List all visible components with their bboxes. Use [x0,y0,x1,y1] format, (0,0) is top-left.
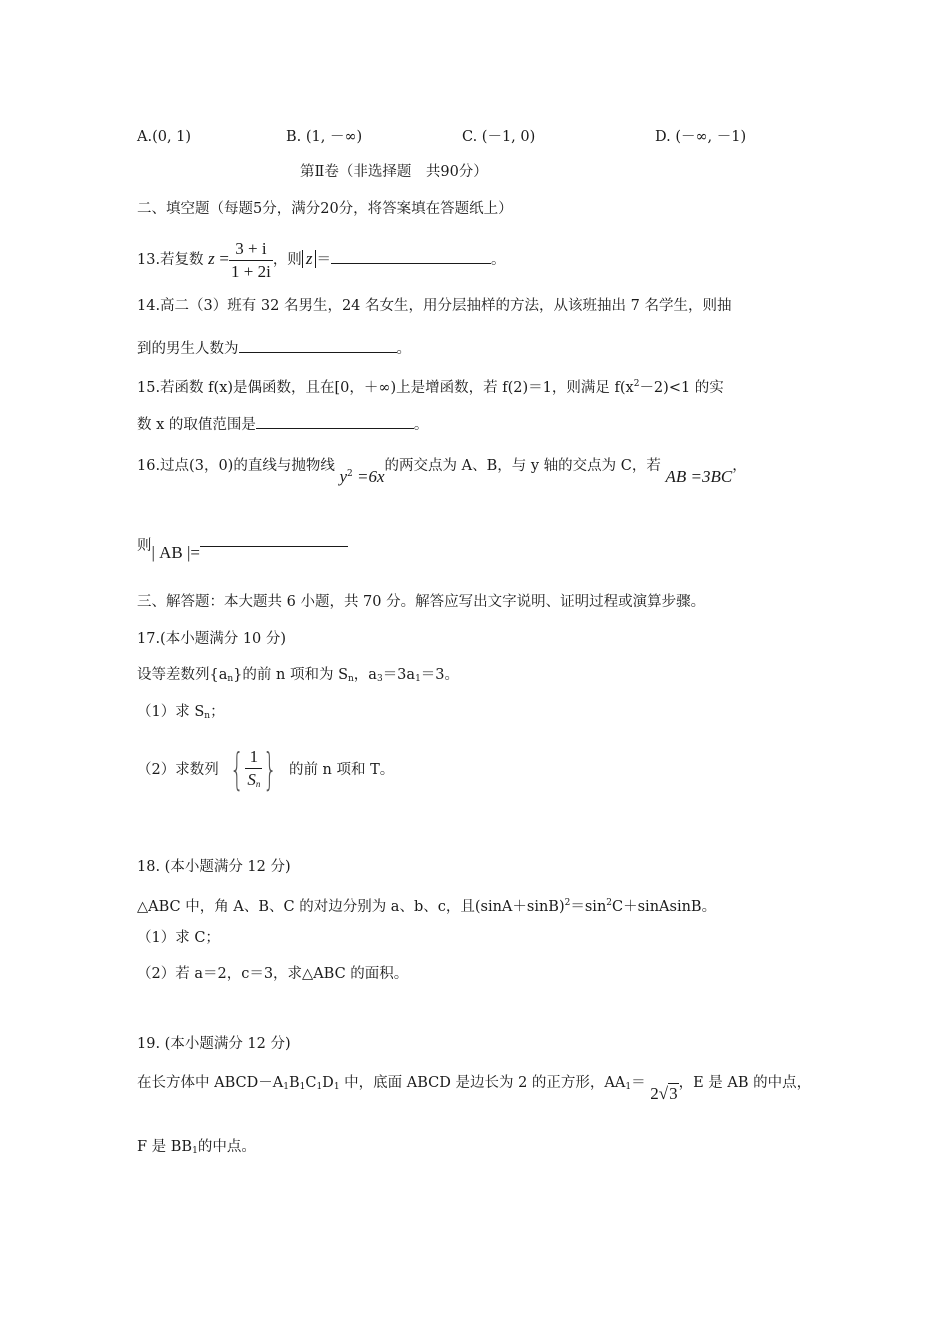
q19-s1: 1 [283,1082,289,1092]
q13-z: z [208,249,215,268]
choice-d: D. (－∞, －1) [655,129,747,145]
q19-g: ，E 是 AB 的中点， [678,1075,812,1091]
q19-coef: 2 [650,1084,659,1103]
q17-frac-den-sub: n [255,778,261,789]
q17-stem-d: ＝3a [382,667,416,683]
question-15-line2 [137,414,428,435]
q17-sub4: 1 [415,674,421,684]
section2-heading: 二、填空题（每题5分，满分20分，将答案填在答题纸上） [137,201,513,217]
q18-stem-b: ＝sin [570,899,607,915]
q17-frac-den [245,769,262,795]
q18-sup1: 2 [564,898,571,908]
q16-sup: 2 [346,469,353,479]
q16-comma: ， [732,458,747,474]
q19-e: 中，底面 ABCD 是边长为 2 的正方形，AA [339,1075,626,1091]
q13-eq2: ＝ [316,252,331,268]
q19-b: B [288,1075,300,1091]
q17-sub1: n [227,674,234,684]
q13-abs-z: z [302,250,317,268]
q16-middle: 的两交点为 A、B，与 y 轴的交点为 C，若 [384,458,661,474]
q18-sup2: 2 [606,898,613,908]
q19-s5: 1 [625,1082,632,1092]
q16-answer-blank[interactable] [200,532,348,547]
q19-a: 在长方体中 ABCD－A [137,1075,284,1091]
q17-stem-c: ，a [353,667,377,683]
q16-ask [152,543,201,562]
q17-part2-a: （2）求数列 [137,762,219,778]
q19-radicand: 3 [669,1084,678,1103]
q17-stem-a: 设等差数列{a [137,667,228,683]
q13-eq: = [219,249,229,268]
question-14-line2 [137,338,411,359]
choice-a: A.(0, 1) [137,129,192,145]
q13-then: ，则 [272,252,302,268]
q13-numerator: 3 + i [229,238,273,261]
q17-part1-a: （1）求 S [137,704,205,720]
q19-line2-a: F 是 BB [137,1139,193,1155]
q14-line2-text: 到的男生人数为 [137,341,239,357]
q19-s2: 1 [299,1082,306,1092]
q19-stem [137,1071,811,1111]
q19-s4: 1 [333,1082,340,1092]
question-16-line1 [137,452,747,492]
q13-prefix: 13.若复数 [137,252,204,268]
q18-stem-c: C＋sinAsinB。 [612,899,717,915]
q13-end: 。 [490,252,506,268]
q17-part1-b: ； [210,704,225,720]
q17-sub2: n [348,674,354,684]
q17-frac-den-s: S [247,769,256,789]
q18-title: 18. (本小题满分 12 分) [137,859,291,875]
q17-stem [137,665,459,689]
choices-row [0,127,950,147]
q15-text-b: －2)<1 的实 [639,380,724,396]
q16-then: 则 [137,538,152,554]
q19-value [650,1084,678,1103]
q18-stem-a: △ABC 中，角 A、B、C 的对边分别为 a、b、c，且(sinA＋sinB) [137,899,565,915]
q15-sup: 2 [633,379,640,389]
q17-title: 17.(本小题满分 10 分) [137,631,287,647]
q13-fraction [229,238,273,283]
question-13 [137,234,505,284]
q16-ask-text: | AB |= [151,543,201,562]
q18-part1: （1）求 C； [137,930,220,946]
question-15-line1 [137,374,724,398]
q14-end: 。 [396,341,411,357]
q17-stem-e: ＝3。 [420,667,460,683]
q17-sub3: 3 [376,674,383,684]
q15-answer-blank[interactable] [256,414,414,429]
q16-y: y [339,467,347,486]
q19-f: ＝ [631,1075,646,1091]
q17-part1 [137,702,225,726]
q16-condition: AB =3BC [665,467,733,486]
section3-heading: 三、解答题：本大题共 6 小题，共 70 分。解答应写出文字说明、证明过程或演算步骤。 [137,594,706,610]
q18-stem [137,893,716,917]
right-brace-icon: } [263,744,278,795]
choice-c: C. (－1, 0) [462,129,536,145]
q17-frac-num: 1 [245,746,262,769]
q18-part2: （2）若 a＝2，c＝3，求△ABC 的面积。 [137,966,409,982]
q19-line2 [137,1137,256,1161]
q16-parabola [339,467,385,486]
q19-s3: 1 [316,1082,323,1092]
q19-d: D [322,1075,334,1091]
q17-part2-b: 的前 n 项和 T。 [288,762,395,778]
q16-prefix: 16.过点(3，0)的直线与抛物线 [137,458,335,474]
q19-c: C [305,1075,317,1091]
sqrt-icon: √ [658,1084,669,1103]
q19-title: 19. (本小题满分 12 分) [137,1036,291,1052]
q16-parabola-rest: =6x [352,467,385,486]
q17-stem-b: }的前 n 项和为 S [233,667,348,683]
q14-answer-blank[interactable] [239,338,397,353]
part2-title: 第Ⅱ卷（非选择题 共90分） [300,164,488,180]
q19-line2-b: 的中点。 [197,1139,256,1155]
question-16-line2 [137,535,348,565]
q19-line2-sub: 1 [192,1146,198,1156]
choice-b: B. (1, －∞) [286,129,363,145]
q15-text-a: 15.若函数 f(x)是偶函数，且在[0，＋∞)上是增函数，若 f(2)＝1，则满足 f(x [137,380,634,396]
q17-part2 [137,742,394,798]
q13-answer-blank[interactable] [331,249,491,264]
question-14-line1: 14.高二（3）班有 32 名男生，24 名女生，用分层抽样的方法，从该班抽出 7 名学生，则抽 [137,298,732,314]
q13-denominator: 1 + 2i [231,261,271,281]
left-brace-icon: { [230,744,245,795]
q17-part1-sub: n [204,711,211,721]
q15-end: 。 [413,417,429,433]
q17-fraction [245,746,262,795]
q15-line2-text: 数 x 的取值范围是 [137,417,256,433]
